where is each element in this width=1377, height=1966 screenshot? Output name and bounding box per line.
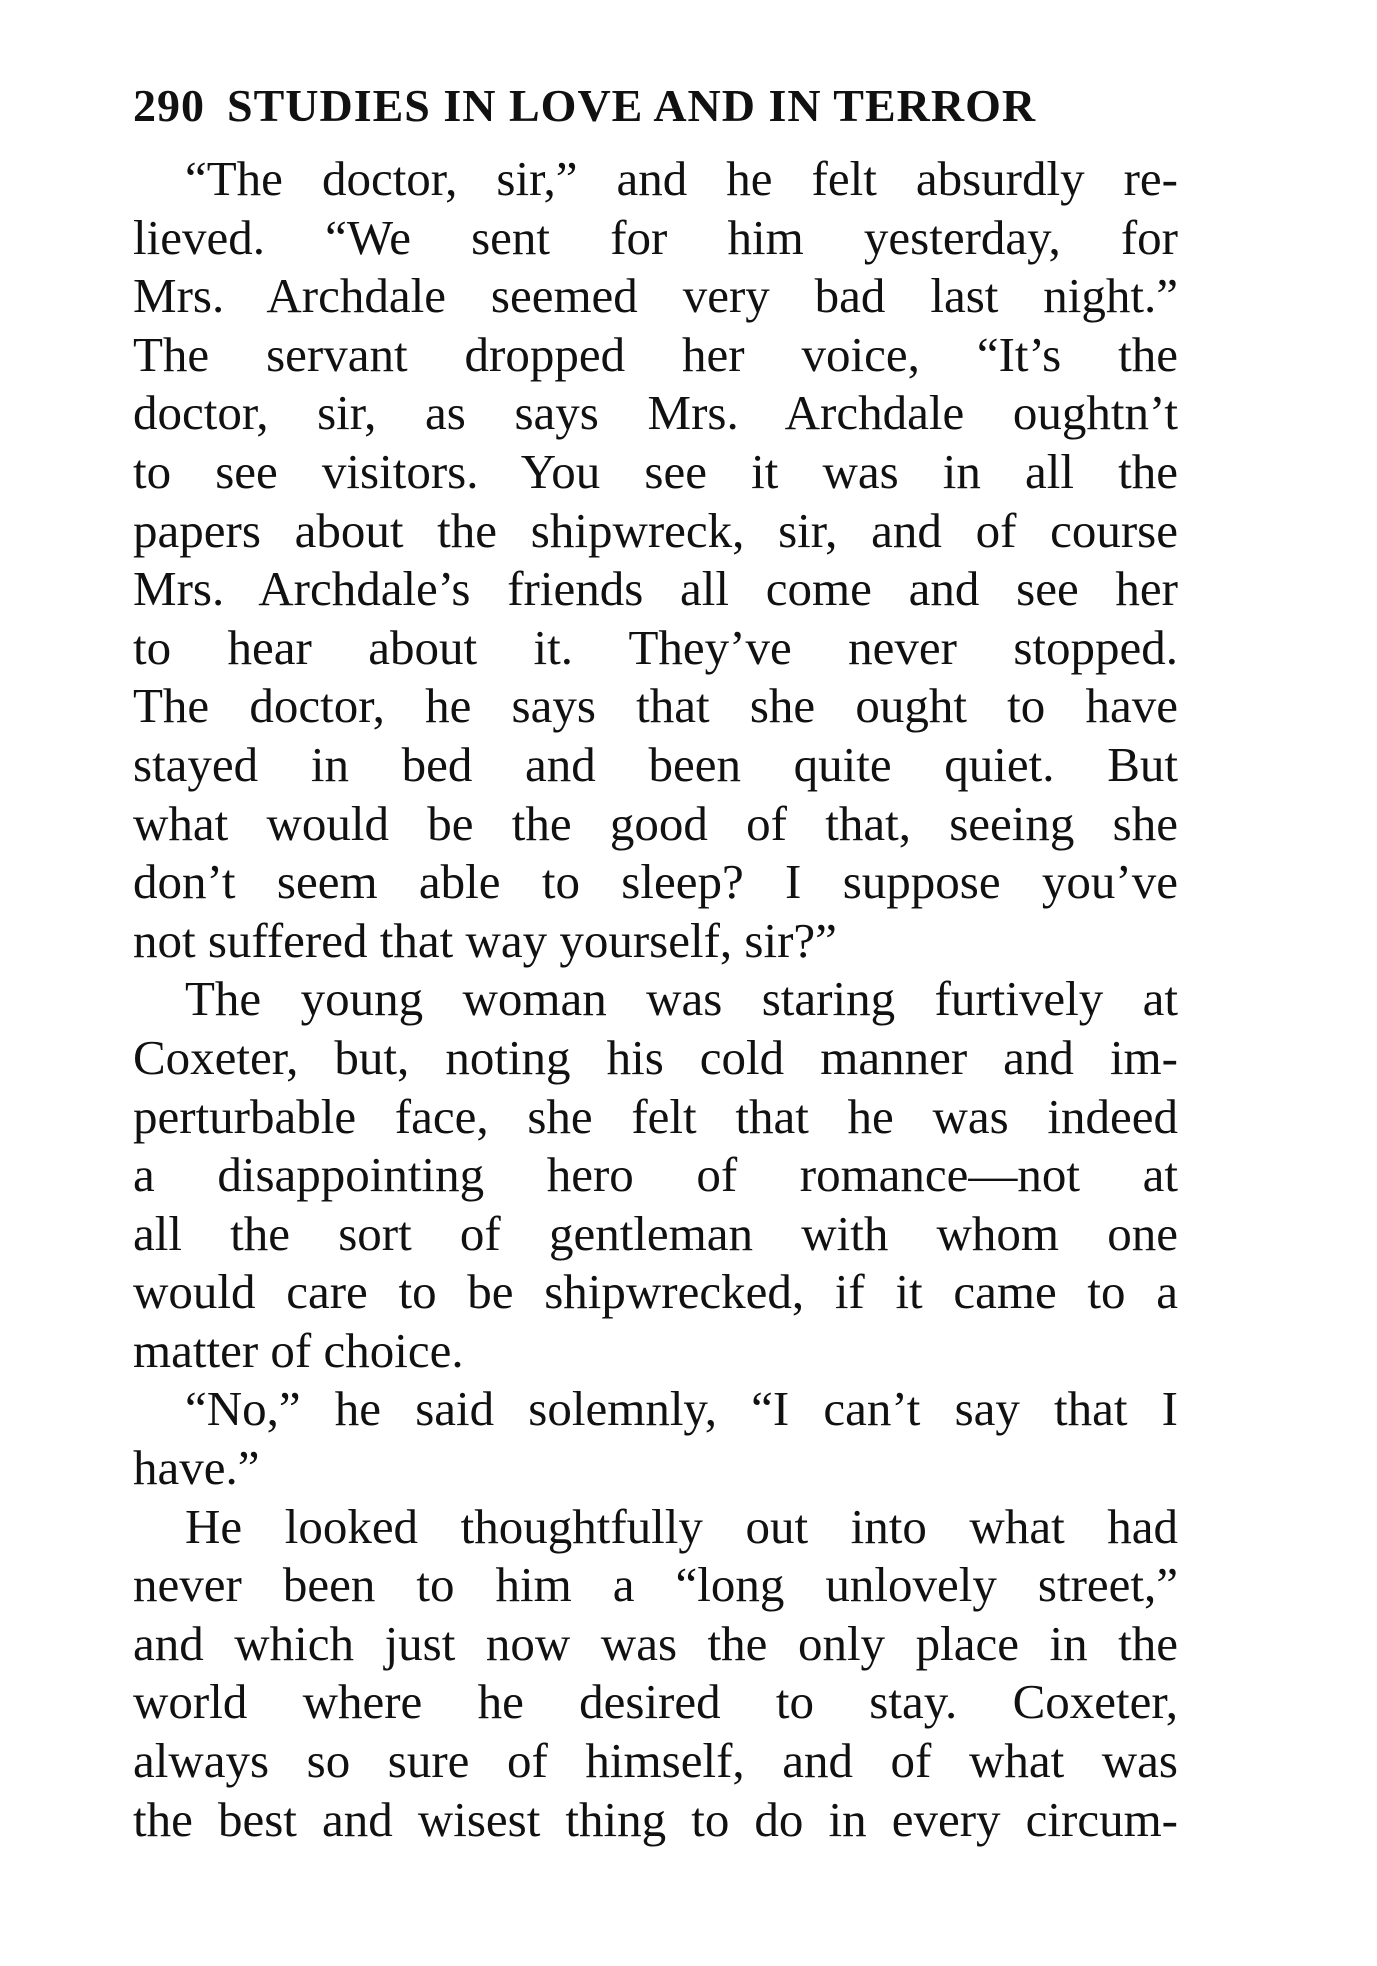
text-line: always so sure of himself, and of what was xyxy=(133,1733,1178,1789)
text-line: The servant dropped her voice, “It’s the xyxy=(133,326,1178,382)
text-line: matter of choice. xyxy=(133,1322,464,1378)
text-line: not suffered that way yourself, sir?” xyxy=(133,912,837,968)
text-line: to see visitors. You see it was in all the xyxy=(133,443,1178,499)
text-line: a disappointing hero of romance—not at xyxy=(133,1147,1178,1203)
text-line: stayed in bed and been quite quiet. But xyxy=(133,736,1178,792)
text-line: The young woman was staring furtively at xyxy=(185,971,1178,1027)
running-head xyxy=(133,78,1178,134)
text-line: world where he desired to stay. Coxeter, xyxy=(133,1674,1178,1730)
text-line: Mrs. Archdale seemed very bad last night.” xyxy=(133,268,1178,324)
text-line: doctor, sir, as says Mrs. Archdale oughtn’t xyxy=(133,385,1178,441)
text-line: “No,” he said solemnly, “I can’t say that I xyxy=(185,1381,1178,1437)
text-line: don’t seem able to sleep? I suppose you’ve xyxy=(133,854,1178,910)
text-line: to hear about it. They’ve never stopped. xyxy=(133,619,1178,675)
text-line: The doctor, he says that she ought to have xyxy=(133,678,1178,734)
page-number: 290 xyxy=(133,80,205,131)
paragraph xyxy=(133,1498,1178,1850)
paragraph xyxy=(133,1380,1178,1497)
paragraph xyxy=(133,150,1178,970)
text-line: Mrs. Archdale’s friends all come and see her xyxy=(133,561,1178,617)
book-title: STUDIES IN LOVE AND IN TERROR xyxy=(227,80,1037,131)
text-line: He looked thoughtfully out into what had xyxy=(185,1498,1178,1554)
text-line: have.” xyxy=(133,1440,260,1496)
text-line: papers about the shipwreck, sir, and of course xyxy=(133,502,1178,558)
body-text xyxy=(133,150,1178,1849)
text-line: would care to be shipwrecked, if it came to a xyxy=(133,1264,1178,1320)
text-line: what would be the good of that, seeing she xyxy=(133,795,1178,851)
text-line: perturbable face, she felt that he was indeed xyxy=(133,1088,1178,1144)
text-line: “The doctor, sir,” and he felt absurdly re- xyxy=(185,151,1178,206)
paragraph xyxy=(133,970,1178,1380)
text-line: lieved. “We sent for him yesterday, for xyxy=(133,209,1178,265)
text-line: Coxeter, but, noting his cold manner and im- xyxy=(133,1029,1178,1085)
text-line: the best and wisest thing to do in every circum- xyxy=(133,1791,1178,1847)
text-line: all the sort of gentleman with whom one xyxy=(133,1205,1178,1261)
text-line: never been to him a “long unlovely street,” xyxy=(133,1557,1178,1613)
text-line: and which just now was the only place in the xyxy=(133,1615,1178,1671)
